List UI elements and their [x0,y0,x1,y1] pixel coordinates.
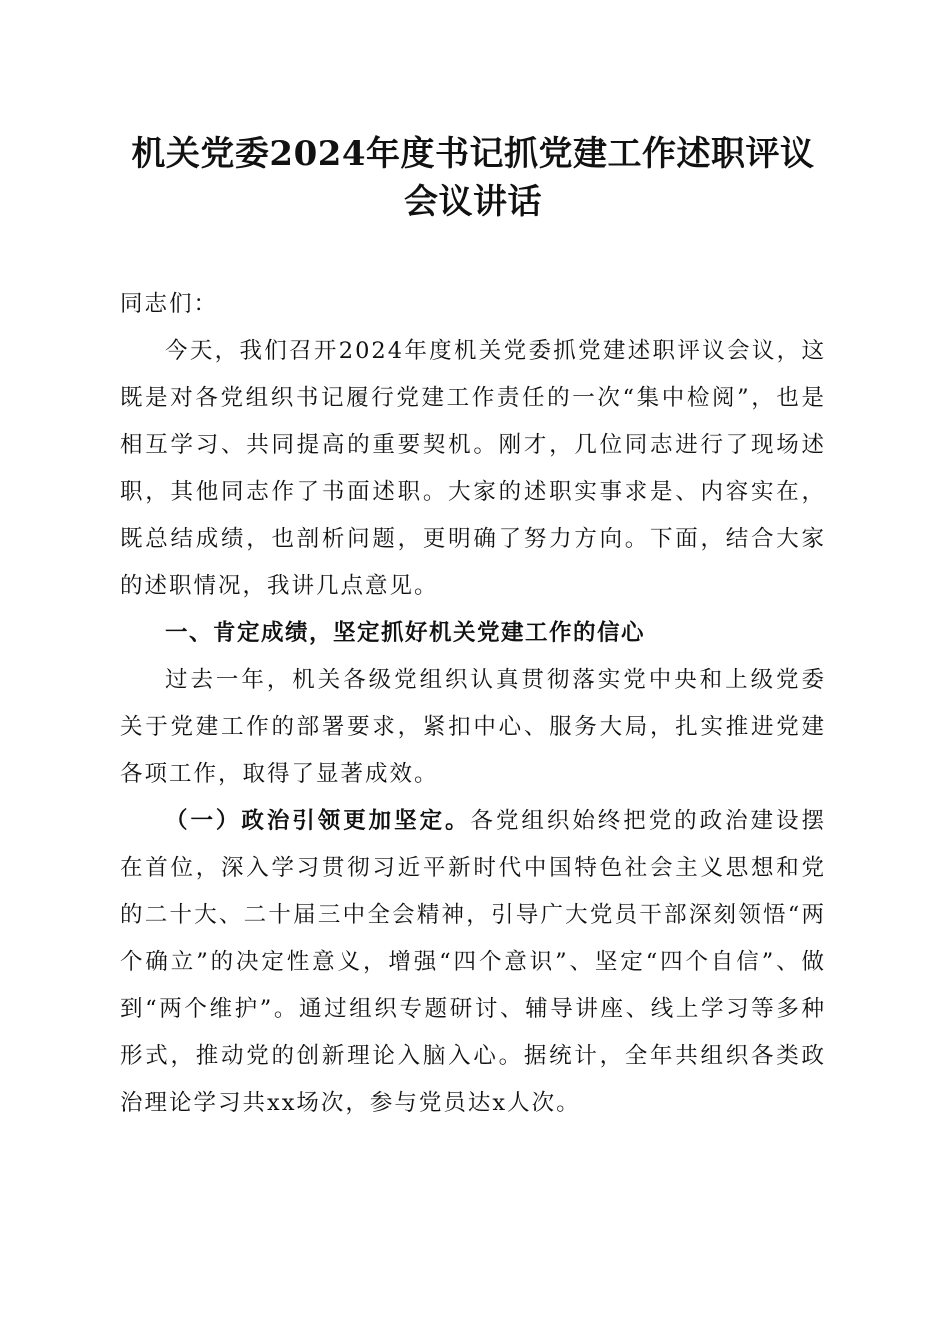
title-line-1: 机关党委2024年度书记抓党建工作述职评议 [131,134,815,174]
greeting: 同志们： [120,291,219,317]
document-body [120,281,826,1127]
paragraph-achievements: 过去一年，机关各级党组织认真贯彻落实党中央和上级党委关于党建工作的部署要求，紧扣中心、服务大局，扎实推进党建各项工作，取得了显著成效。 [120,667,826,787]
subsection-lead-1: （一）政治引领更加坚定。 [165,808,471,834]
title-line-2: 会议讲话 [404,182,542,222]
section-heading-1: 一、肯定成绩，坚定抓好机关党建工作的信心 [165,620,646,646]
paragraph-political-leadership [120,798,826,1127]
subsection-text-1: 各党组织始终把党的政治建设摆在首位，深入学习贯彻习近平新时代中国特色社会主义思想和党的二十大、二十届三中全会精神，引导广大党员干部深刻领悟“两个确立”的决定性意义，增强“四个意识”、坚定“四个自信”、做到“两个维护”。通过组织专题研讨、辅导讲座、线上学习等多种形式，推动党的创新理论入脑入心。据统计，全年共组织各类政治理论学习共xx场次，参与党员达x人次。 [120,808,826,1116]
document-title [120,130,826,226]
paragraph-opening: 今天，我们召开2024年度机关党委抓党建述职评议会议，这既是对各党组织书记履行党建工作责任的一次“集中检阅”，也是相互学习、共同提高的重要契机。刚才，几位同志进行了现场述职，其他同志作了书面述职。大家的述职实事求是、内容实在，既总结成绩，也剖析问题，更明确了努力方向。下面，结合大家的述职情况，我讲几点意见。 [120,338,826,599]
